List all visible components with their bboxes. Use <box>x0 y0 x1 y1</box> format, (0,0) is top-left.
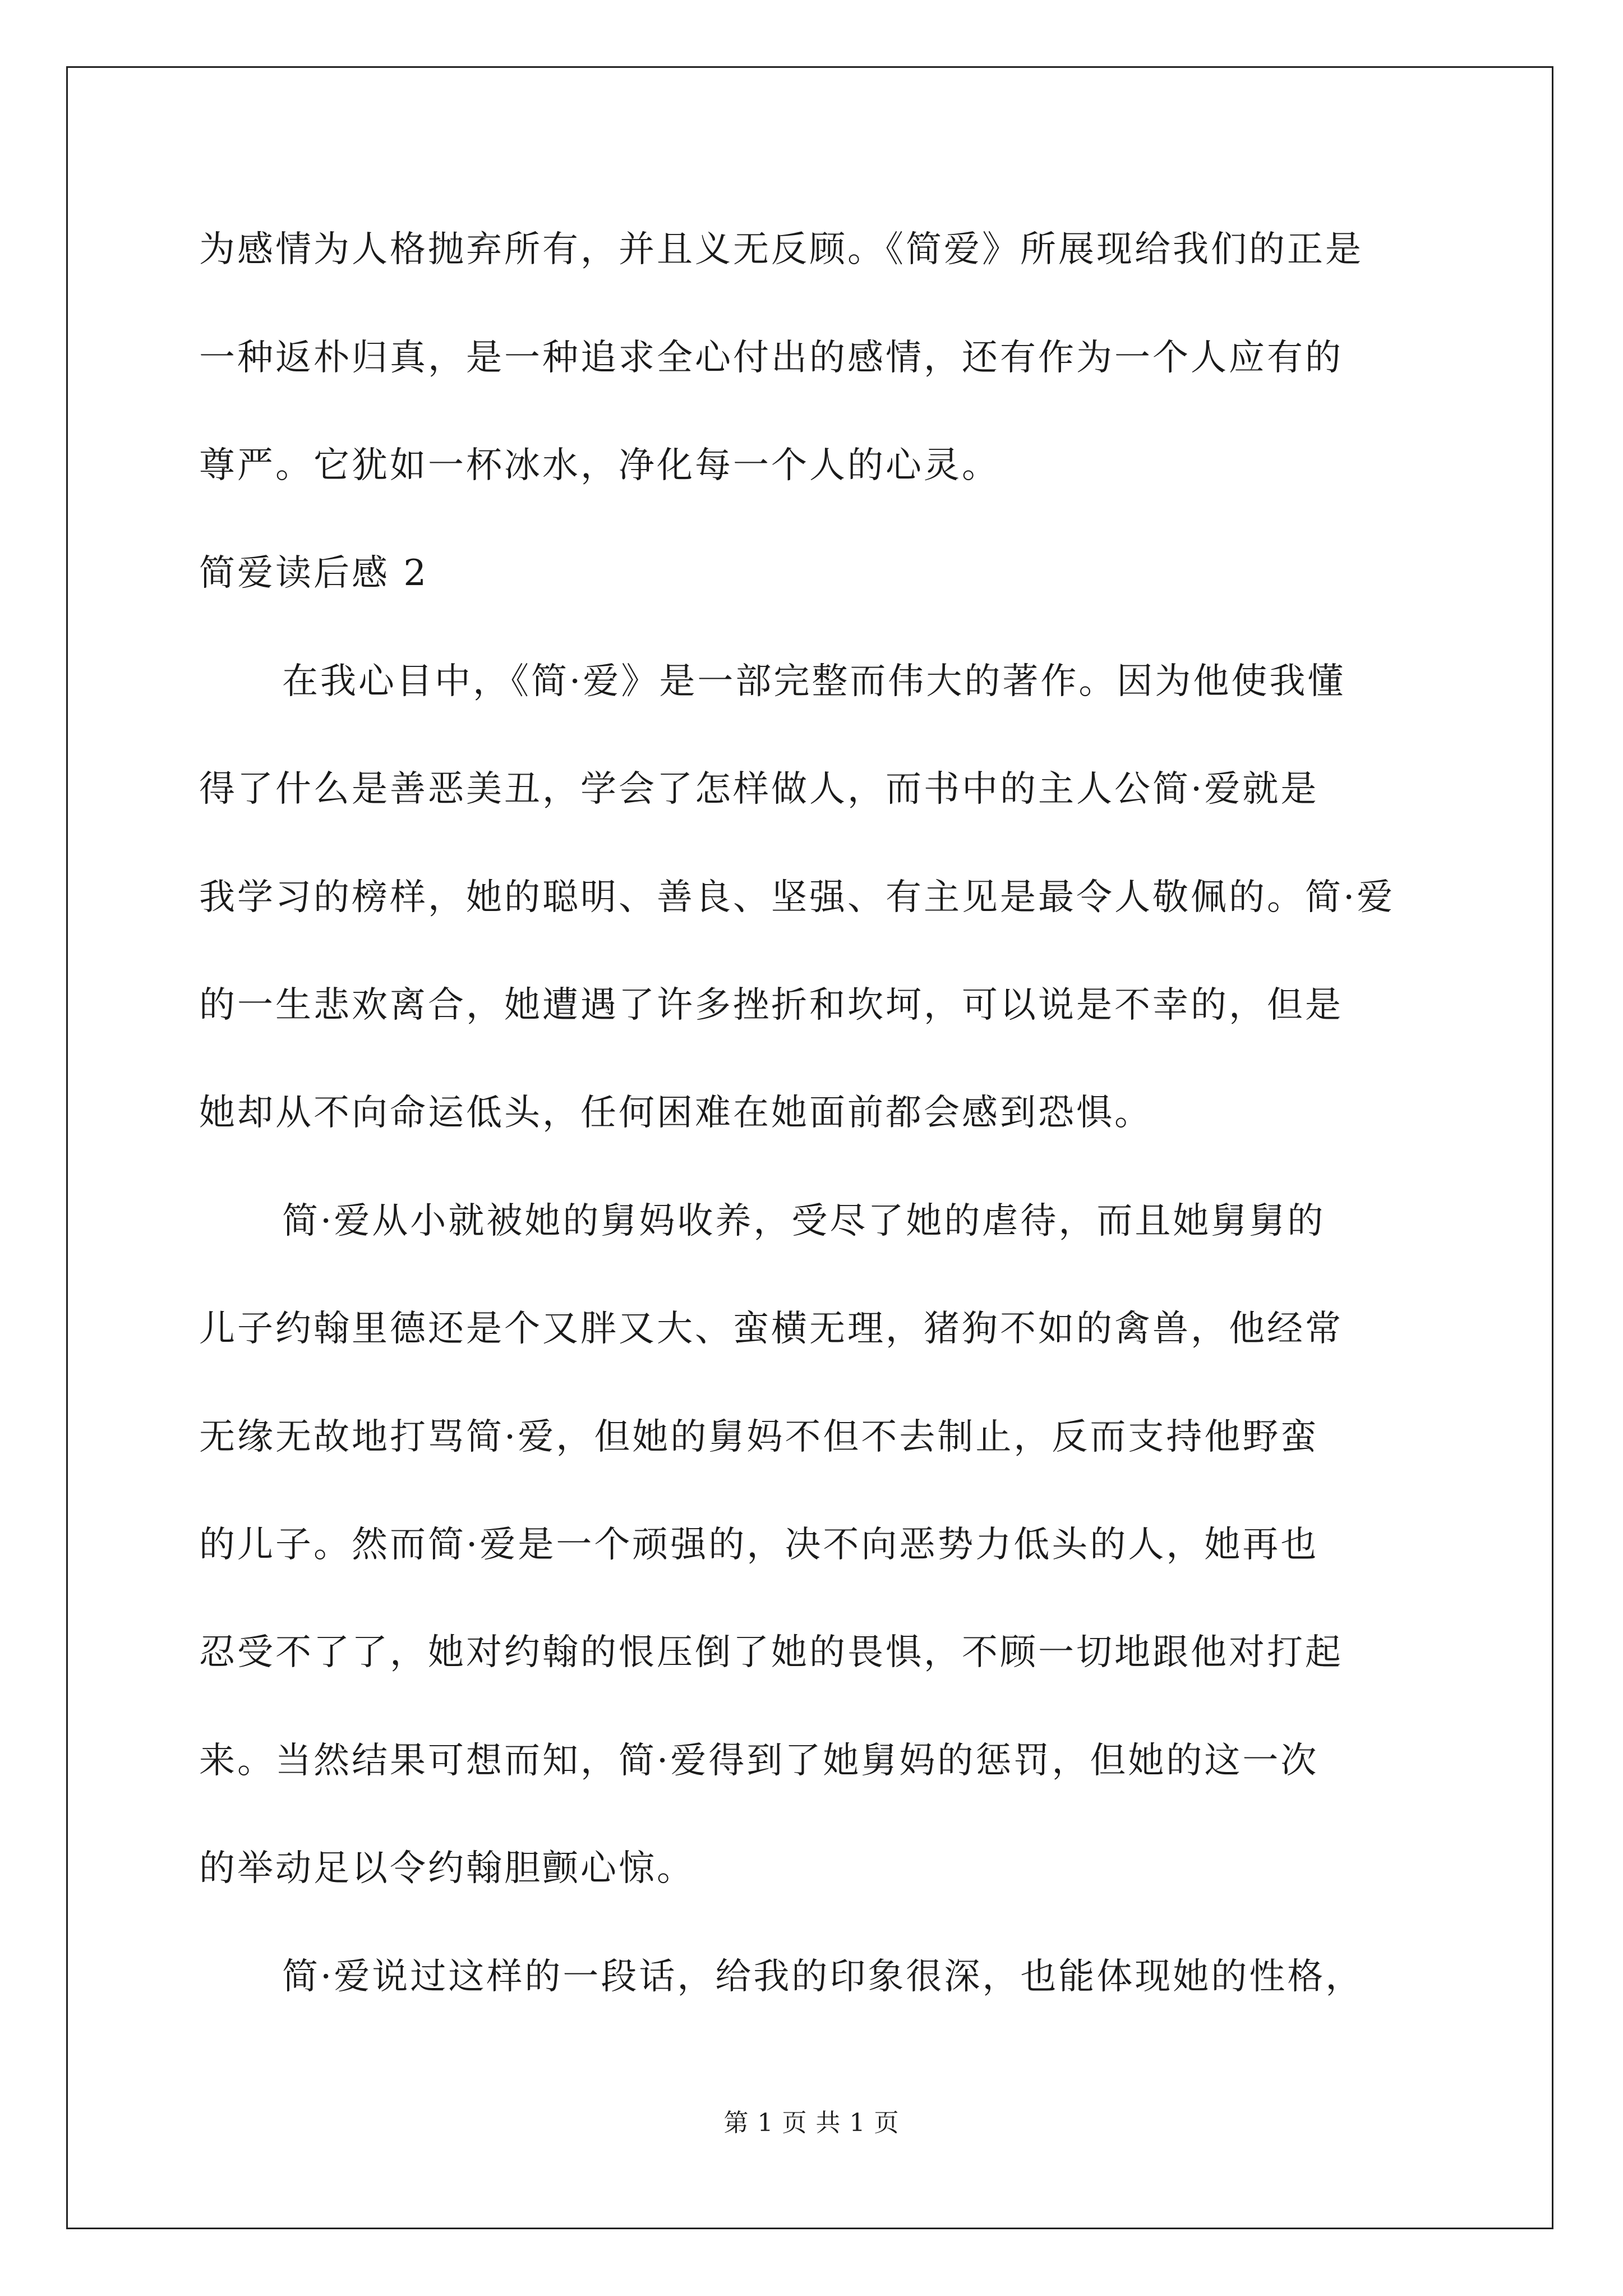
paragraph-line: 的儿子。然而简·爱是一个顽强的，决不向恶势力低头的人，她再也 <box>199 1524 1319 1566</box>
paragraph-line: 无缘无故地打骂简·爱，但她的舅妈不但不去制止，反而支持他野蛮 <box>199 1416 1319 1458</box>
section-heading: 简爱读后感 2 <box>199 553 429 594</box>
paragraph-line: 来。当然结果可想而知，简·爱得到了她舅妈的惩罚，但她的这一次 <box>199 1740 1319 1782</box>
paragraph-line: 的举动足以令约翰胆颤心惊。 <box>199 1848 695 1889</box>
paragraph-line: 简·爱从小就被她的舅妈收养，受尽了她的虐待，而且她舅舅的 <box>282 1200 1326 1242</box>
page-number: 第 1 页 共 1 页 <box>723 2109 900 2137</box>
paragraph-line: 简·爱说过这样的一段话，给我的印象很深，也能体现她的性格， <box>282 1956 1364 1998</box>
paragraph-line: 尊严。它犹如一杯冰水，净化每一个人的心灵。 <box>199 445 1000 486</box>
paragraph-line: 她却从不向命运低头，任何困难在她面前都会感到恐惧。 <box>199 1092 1152 1134</box>
paragraph-line: 为感情为人格抛弃所有，并且义无反顾。《简爱》所展现给我们的正是 <box>199 229 1363 270</box>
paragraph-line: 在我心目中，《简·爱》是一部完整而伟大的著作。因为他使我懂 <box>282 661 1346 702</box>
paragraph-line: 一种返朴归真，是一种追求全心付出的感情，还有作为一个人应有的 <box>199 337 1343 379</box>
paragraph-line: 的一生悲欢离合，她遭遇了许多挫折和坎坷，可以说是不幸的，但是 <box>199 984 1343 1026</box>
page-border <box>66 66 1553 2229</box>
paragraph-line: 我学习的榜样，她的聪明、善良、坚强、有主见是最令人敬佩的。简·爱 <box>199 877 1395 918</box>
paragraph-line: 儿子约翰里德还是个又胖又大、蛮横无理，猪狗不如的禽兽，他经常 <box>199 1308 1343 1350</box>
paragraph-line: 得了什么是善恶美丑，学会了怎样做人，而书中的主人公简·爱就是 <box>199 769 1319 810</box>
paragraph-line: 忍受不了了，她对约翰的恨压倒了她的畏惧，不顾一切地跟他对打起 <box>199 1632 1343 1673</box>
